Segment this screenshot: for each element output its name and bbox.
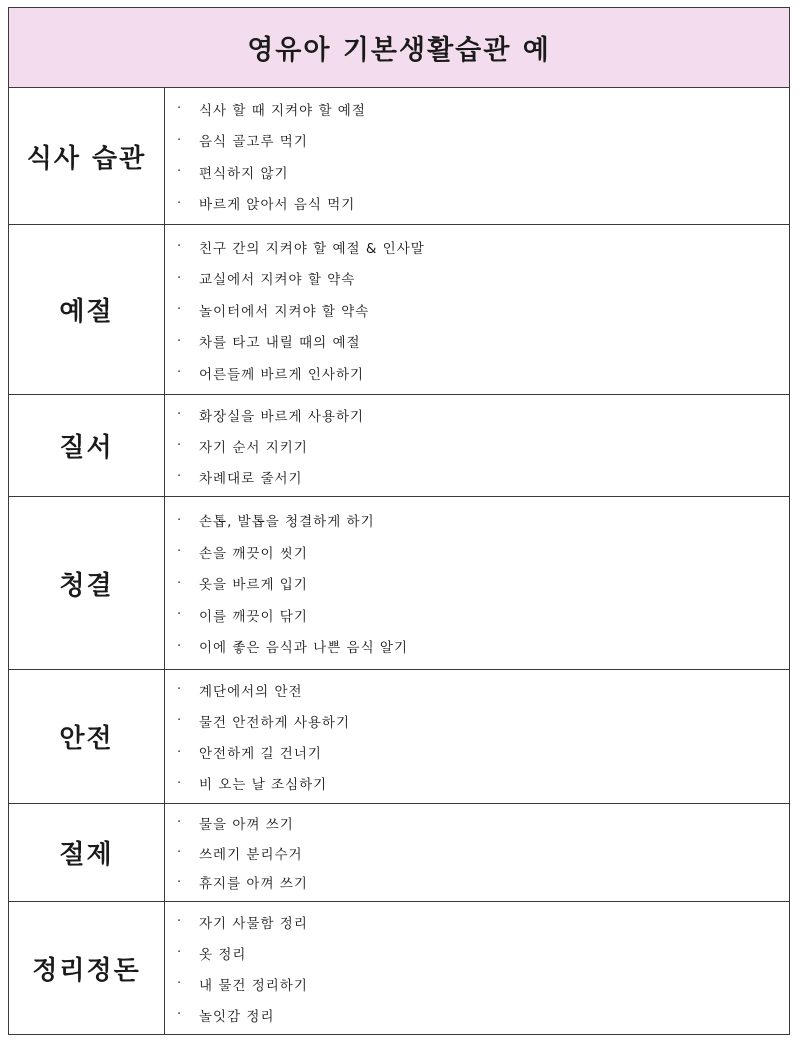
bullet-icon: · (177, 407, 183, 422)
item-text: 음식 골고루 먹기 (199, 134, 308, 151)
bullet-icon: · (177, 302, 183, 317)
category-cell (9, 395, 165, 496)
list-item (177, 567, 789, 599)
bullet-icon: · (177, 438, 183, 453)
category-cell (9, 804, 165, 901)
item-text: 친구 간의 지켜야 할 예절 & 인사말 (199, 240, 425, 257)
item-list (165, 670, 789, 803)
list-item (177, 504, 789, 536)
item-text: 차례대로 줄서기 (199, 470, 303, 487)
list-item (177, 262, 789, 294)
item-text: 식사 할 때 지켜야 할 예절 (199, 102, 366, 119)
item-list (165, 804, 789, 901)
bullet-icon: · (177, 638, 183, 654)
bullet-icon: · (177, 239, 183, 254)
item-text: 화장실을 바르게 사용하기 (199, 408, 365, 425)
category-label: 식사 습관 (26, 143, 147, 174)
category-label: 질서 (59, 433, 114, 463)
bullet-icon: · (177, 365, 183, 380)
category-cell (9, 670, 165, 803)
bullet-icon: · (177, 469, 183, 484)
item-text: 휴지를 아껴 쓰기 (199, 876, 308, 893)
item-text: 안전하게 길 건너기 (199, 746, 322, 763)
list-item (177, 93, 789, 125)
list-item (177, 737, 789, 768)
list-item (177, 768, 789, 799)
item-text: 바르게 앉아서 음식 먹기 (199, 197, 356, 214)
category-row-order (9, 395, 789, 497)
item-text: 교실에서 지켜야 할 약속 (199, 272, 356, 288)
item-text: 편식하지 않기 (199, 165, 289, 182)
category-label: 청결 (59, 570, 114, 601)
item-text: 이를 깨끗이 닦기 (199, 608, 308, 625)
category-cell (9, 902, 165, 1034)
list-item (177, 674, 789, 705)
bullet-icon: · (177, 512, 183, 528)
bullet-icon: · (177, 914, 183, 929)
list-item (177, 156, 789, 188)
bullet-icon: · (177, 945, 183, 960)
bullet-icon: · (177, 744, 183, 760)
bullet-icon: · (177, 1007, 183, 1022)
category-row-cleanliness (9, 497, 789, 670)
item-text: 자기 사물함 정리 (199, 915, 308, 932)
item-text: 쓰레기 분리수거 (199, 846, 303, 863)
item-text: 차를 타고 내릴 때의 예절 (199, 335, 361, 351)
list-item (177, 188, 789, 220)
bullet-icon: · (177, 270, 183, 286)
category-label: 안전 (59, 724, 114, 754)
category-row-thrift (9, 804, 789, 902)
category-cell (9, 225, 165, 394)
habits-table (8, 7, 790, 1035)
bullet-icon: · (177, 101, 183, 117)
item-text: 자기 순서 지키기 (199, 439, 308, 456)
item-text: 비 오는 날 조심하기 (199, 777, 328, 794)
list-item (177, 357, 789, 389)
item-text: 계단에서의 안전 (199, 683, 303, 700)
item-text: 놀이터에서 지켜야 할 약속 (199, 303, 370, 320)
list-item (177, 999, 789, 1030)
list-item (177, 937, 789, 968)
list-item (177, 906, 789, 937)
list-item (177, 430, 789, 461)
item-text: 내 물건 정리하기 (199, 977, 308, 994)
list-item (177, 461, 789, 492)
bullet-icon: · (177, 976, 183, 991)
category-row-eating (9, 88, 789, 225)
item-list (165, 225, 789, 394)
list-item (177, 231, 789, 263)
bullet-icon: · (177, 713, 183, 729)
item-text: 놀잇감 정리 (199, 1008, 275, 1025)
item-text: 이에 좋은 음식과 나쁜 음식 알기 (199, 640, 408, 656)
list-item (177, 705, 789, 736)
item-text: 손을 깨끗이 씻기 (199, 545, 308, 562)
bullet-icon: · (177, 333, 183, 349)
page-title: 영유아 기본생활습관 예 (247, 35, 551, 66)
bullet-icon: · (177, 132, 183, 148)
list-item (177, 808, 789, 838)
item-text: 옷 정리 (199, 946, 247, 963)
title-bar (9, 8, 789, 88)
category-cell (9, 497, 165, 669)
category-cell (9, 88, 165, 224)
item-list (165, 497, 789, 669)
bullet-icon: · (177, 775, 183, 791)
category-row-tidying (9, 902, 789, 1034)
list-item (177, 867, 789, 897)
list-item (177, 838, 789, 868)
list-item (177, 630, 789, 662)
bullet-icon: · (177, 575, 183, 591)
bullet-icon: · (177, 682, 183, 698)
bullet-icon: · (177, 164, 183, 180)
bullet-icon: · (177, 195, 183, 211)
item-text: 물을 아껴 쓰기 (199, 816, 294, 833)
item-text: 옷을 바르게 입기 (199, 577, 308, 593)
bullet-icon: · (177, 845, 183, 860)
category-label: 예절 (59, 297, 114, 327)
list-item (177, 325, 789, 357)
list-item (177, 399, 789, 430)
category-label: 절제 (59, 840, 114, 870)
list-item (177, 125, 789, 157)
item-list (165, 88, 789, 224)
item-text: 물건 안전하게 사용하기 (199, 714, 350, 731)
bullet-icon: · (177, 544, 183, 559)
list-item (177, 599, 789, 631)
item-list (165, 902, 789, 1034)
item-text: 어른들께 바르게 인사하기 (199, 366, 365, 383)
bullet-icon: · (177, 815, 183, 831)
category-row-safety (9, 670, 789, 804)
bullet-icon: · (177, 607, 183, 622)
category-label: 정리정돈 (32, 955, 141, 986)
list-item (177, 968, 789, 999)
list-item (177, 536, 789, 568)
bullet-icon: · (177, 874, 183, 890)
category-row-manners (9, 225, 789, 395)
item-list (165, 395, 789, 496)
item-text: 손톱, 발톱을 청결하게 하기 (199, 514, 375, 530)
list-item (177, 294, 789, 326)
